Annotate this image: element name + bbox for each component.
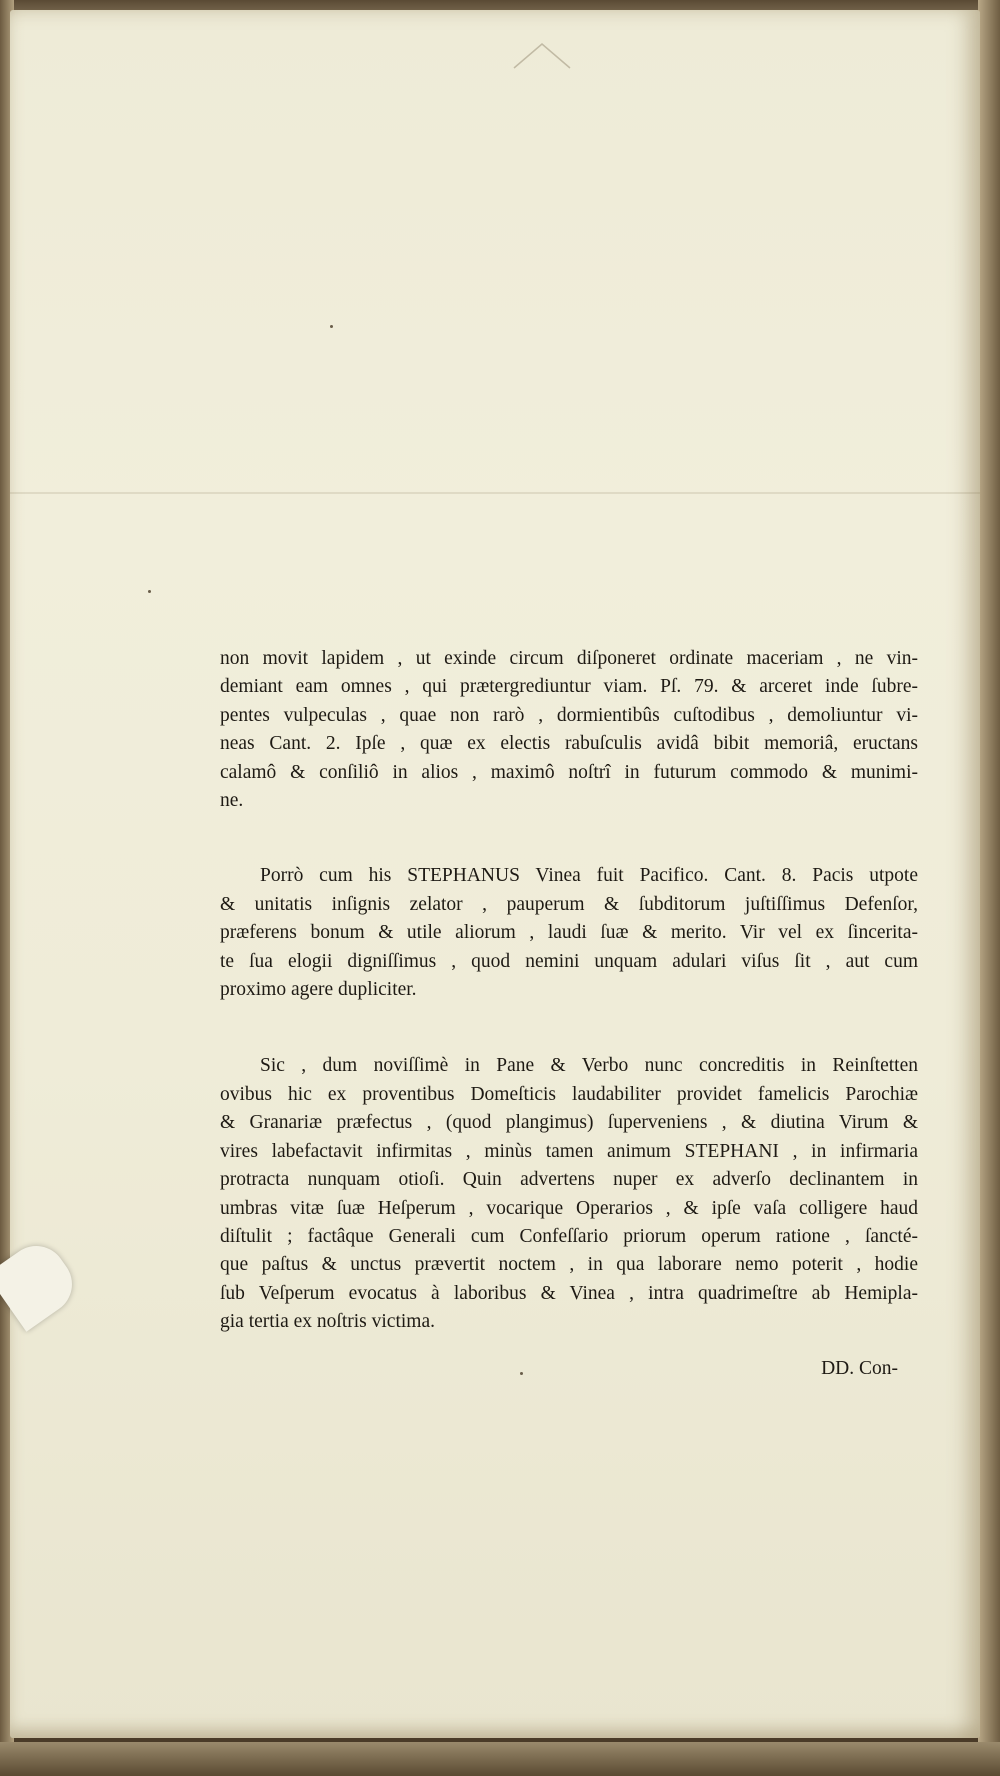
text-line: diſtulit ; factâque Generali cum Confeſſario priorum operum ratione , ſancté- (220, 1225, 918, 1247)
text-line: proximo agere dupliciter. (220, 979, 417, 1001)
margin-speck (148, 590, 151, 593)
paper-notch-mark (512, 40, 572, 70)
paper-fold-line (10, 492, 980, 494)
text-line: neas Cant. 2. Ipſe , quæ ex electis rabuſculis avidâ bibit memoriâ, eructans (220, 733, 918, 755)
text-line: ſub Veſperum evocatus à laboribus & Vinea , intra quadrimeſtre ab Hemipla- (220, 1282, 918, 1304)
paragraph-3 (220, 1052, 918, 1336)
text-line: protracta nunquam otioſi. Quin advertens nuper ex adverſo declinantem in (220, 1169, 918, 1191)
text-line: gia tertia ex noſtris victima. (220, 1311, 435, 1333)
scan-border-right (978, 0, 1000, 1776)
margin-speck (520, 1372, 523, 1375)
scan-border-bottom (0, 1742, 1000, 1776)
catchword: DD. Con- (821, 1358, 898, 1379)
paragraph-2 (220, 862, 918, 1004)
text-line: calamô & conſiliô in alios , maximô noſtrî in futurum commodo & munimi- (220, 761, 918, 783)
text-line: & Granariæ præfectus , (quod plangimus) ſuperveniens , & diutina Virum & (220, 1112, 918, 1134)
text-line: vires labefactavit infirmitas , minùs tamen animum STEPHANI , in infirmaria (220, 1140, 918, 1162)
text-line: te ſua elogii digniſſimus , quod nemini unquam adulari viſus ſit , aut cum (220, 950, 918, 972)
paragraph-1 (220, 645, 918, 815)
text-line: umbras vitæ ſuæ Heſperum , vocarique Operarios , & ipſe vaſa colligere haud (220, 1197, 918, 1219)
text-line: præferens bonum & utile aliorum , laudi ſuæ & merito. Vir vel ex ſincerita- (220, 922, 918, 944)
text-line: non movit lapidem , ut exinde circum diſponeret ordinate maceriam , ne vin- (220, 648, 918, 669)
text-line: ovibus hic ex proventibus Domeſticis laudabiliter providet famelicis Parochiæ (220, 1083, 918, 1105)
text-line: Sic , dum noviſſimè in Pane & Verbo nunc concreditis in Reinſtetten (260, 1055, 918, 1077)
text-line: ne. (220, 790, 244, 812)
document-body (220, 645, 918, 1337)
text-line: que paſtus & unctus prævertit noctem , in qua laborare nemo poterit , hodie (220, 1254, 918, 1276)
text-line: & unitatis inſignis zelator , pauperum & ſubditorum juſtiſſimus Defenſor, (220, 893, 918, 915)
text-line: pentes vulpeculas , quae non rarò , dormientibûs cuſtodibus , demoliuntur vi- (220, 704, 918, 726)
margin-speck (330, 325, 333, 328)
text-line: demiant eam omnes , qui prætergrediuntur viam. Pſ. 79. & arceret inde ſubre- (220, 676, 918, 698)
text-line: Porrò cum his STEPHANUS Vinea fuit Pacifico. Cant. 8. Pacis utpote (260, 865, 918, 887)
